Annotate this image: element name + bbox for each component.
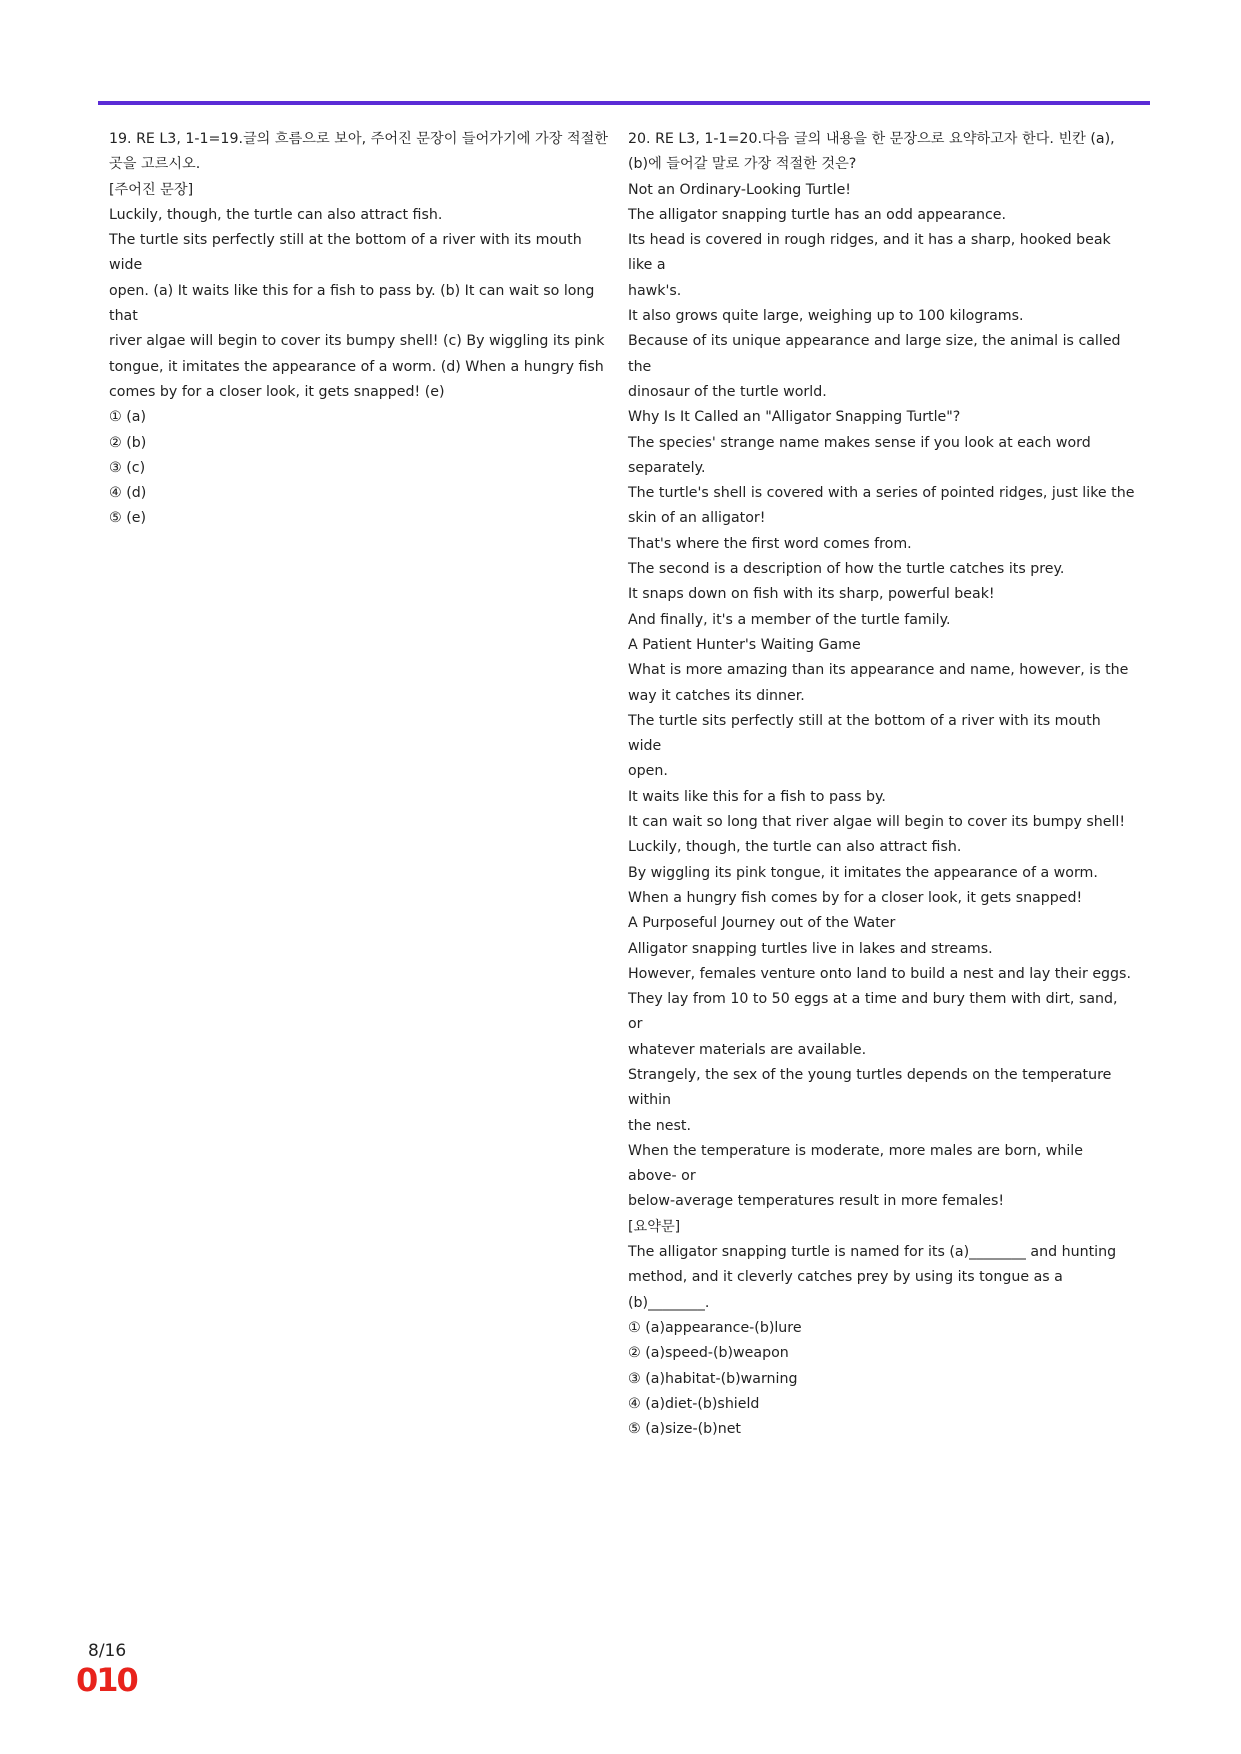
text-line: The turtle sits perfectly still at the bottom of a river with its mouth wide: [109, 232, 587, 274]
question-20: [628, 127, 1136, 1442]
choice-2[interactable]: ② (b): [109, 434, 147, 451]
text-line: Why Is It Called an "Alligator Snapping Turtle"?: [628, 409, 961, 426]
text-line: Luckily, though, the turtle can also attract fish.: [628, 839, 962, 856]
question-19: [109, 127, 609, 532]
text-line: Not an Ordinary-Looking Turtle!: [628, 181, 851, 198]
text-line: However, females venture onto land to build a nest and lay their eggs.: [628, 965, 1131, 982]
text-line: Its head is covered in rough ridges, and it has a sharp, hooked beak like a: [628, 232, 1116, 274]
choice-1[interactable]: ① (a): [109, 409, 146, 426]
text-line: method, and it cleverly catches prey by using its tongue as a (b)________.: [628, 1269, 1068, 1311]
text-line: Because of its unique appearance and large size, the animal is called the: [628, 333, 1126, 375]
text-line: It waits like this for a fish to pass by.: [628, 788, 886, 805]
text-line: skin of an alligator!: [628, 510, 766, 527]
text-line: whatever materials are available.: [628, 1041, 867, 1058]
text-line: tongue, it imitates the appearance of a worm. (d) When a hungry fish: [109, 358, 604, 375]
text-line: That's where the first word comes from.: [628, 535, 912, 552]
brand-logo: 010: [76, 1661, 137, 1699]
choice-4[interactable]: ④ (a)diet-(b)shield: [628, 1395, 760, 1412]
text-line: Alligator snapping turtles live in lakes and streams.: [628, 940, 993, 957]
text-line: separately.: [628, 459, 706, 476]
text-line: (b)에 들어갈 말로 가장 적절한 것은?: [628, 156, 857, 173]
choice-5[interactable]: ⑤ (a)size-(b)net: [628, 1421, 741, 1438]
question-20-text: [628, 127, 1136, 1316]
text-line: 곳을 고르시오.: [109, 156, 201, 173]
text-line: The second is a description of how the turtle catches its prey.: [628, 561, 1065, 578]
text-line: way it catches its dinner.: [628, 687, 805, 704]
question-19-choices: [109, 405, 609, 531]
text-line: It also grows quite large, weighing up to 100 kilograms.: [628, 308, 1024, 325]
text-line: It snaps down on fish with its sharp, powerful beak!: [628, 586, 995, 603]
text-line: hawk's.: [628, 282, 682, 299]
text-line: The turtle sits perfectly still at the bottom of a river with its mouth wide: [628, 712, 1106, 755]
text-line: the nest.: [628, 1117, 691, 1134]
choice-3[interactable]: ③ (a)habitat-(b)warning: [628, 1370, 798, 1387]
text-line: open. (a) It waits like this for a fish to pass by. (b) It can wait so long that: [109, 282, 599, 325]
question-19-text: [109, 127, 609, 405]
text-line: The alligator snapping turtle has an odd appearance.: [628, 206, 1007, 223]
text-line: When a hungry fish comes by for a closer look, it gets snapped!: [628, 889, 1083, 906]
text-line: Luckily, though, the turtle can also attract fish.: [109, 206, 443, 223]
text-line: What is more amazing than its appearance and name, however, is the: [628, 662, 1129, 679]
text-line: A Purposeful Journey out of the Water: [628, 915, 896, 932]
header-rule: [98, 101, 1150, 105]
text-line: A Patient Hunter's Waiting Game: [628, 636, 861, 653]
text-line: When the temperature is moderate, more males are born, while above- or: [628, 1142, 1088, 1185]
text-line: dinosaur of the turtle world.: [628, 383, 827, 400]
text-line: Strangely, the sex of the young turtles depends on the temperature within: [628, 1066, 1116, 1109]
text-line: By wiggling its pink tongue, it imitates the appearance of a worm.: [628, 864, 1098, 881]
text-line: river algae will begin to cover its bumpy shell! (c) By wiggling its pink: [109, 333, 605, 350]
choice-1[interactable]: ① (a)appearance-(b)lure: [628, 1319, 802, 1336]
text-line: It can wait so long that river algae will begin to cover its bumpy shell!: [628, 814, 1126, 831]
text-line: The turtle's shell is covered with a series of pointed ridges, just like the: [628, 485, 1135, 502]
text-line: 19. RE L3, 1-1=19.글의 흐름으로 보아, 주어진 문장이 들어가기에 가장 적절한: [109, 131, 608, 147]
text-line: [요약문]: [628, 1218, 681, 1235]
text-line: They lay from 10 to 50 eggs at a time and bury them with dirt, sand, or: [628, 991, 1123, 1033]
text-line: open.: [628, 763, 668, 780]
text-line: [주어진 문장]: [109, 181, 194, 198]
choice-2[interactable]: ② (a)speed-(b)weapon: [628, 1345, 789, 1362]
page-number: 8/16: [88, 1641, 127, 1661]
text-line: below-average temperatures result in more females!: [628, 1193, 1005, 1210]
choice-5[interactable]: ⑤ (e): [109, 510, 147, 527]
question-20-choices: [628, 1316, 1136, 1442]
text-line: The species' strange name makes sense if you look at each word: [628, 434, 1091, 451]
choice-4[interactable]: ④ (d): [109, 485, 147, 502]
text-line: The alligator snapping turtle is named for its (a)________ and hunting: [628, 1244, 1117, 1261]
text-line: And finally, it's a member of the turtle family.: [628, 611, 951, 628]
choice-3[interactable]: ③ (c): [109, 459, 146, 476]
text-line: comes by for a closer look, it gets snapped! (e): [109, 383, 445, 400]
text-line: 20. RE L3, 1-1=20.다음 글의 내용을 한 문장으로 요약하고자 한다. 빈칸 (a),: [628, 131, 1115, 147]
